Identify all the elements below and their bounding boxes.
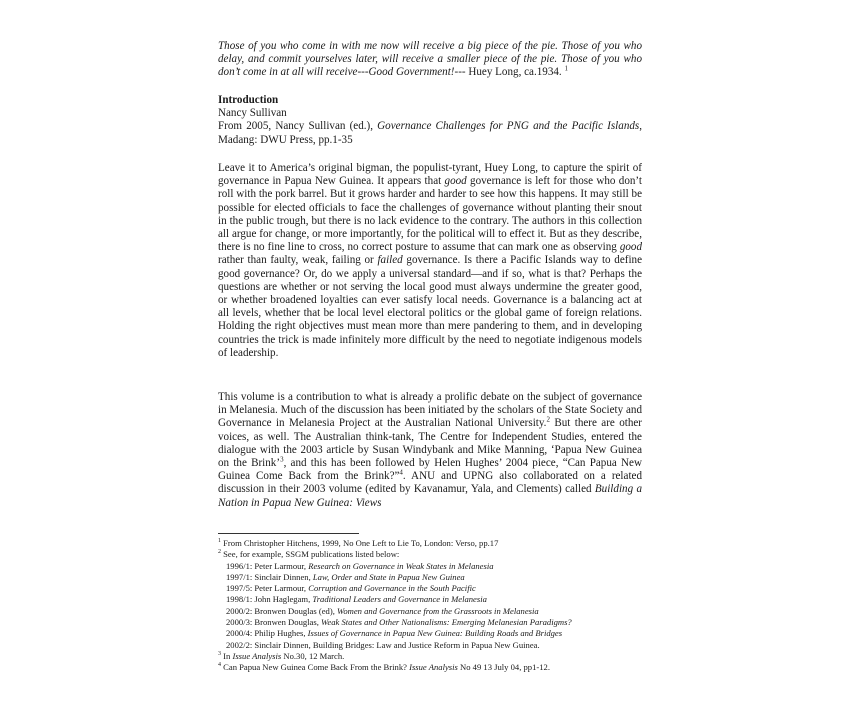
p1-text: Leave it to America’s original bigman, the populist-tyrant, Huey Long, to capture the spirit of governance in Papua New Guinea. It appears that — [218, 162, 642, 188]
footnotes — [218, 538, 648, 674]
publication-title: Corruption and Governance in the South Pacific — [308, 583, 476, 594]
footnote-ref-4[interactable]: 4 — [399, 468, 403, 477]
paragraph-2 — [218, 391, 642, 510]
footnote-text: Can Papua New Guinea Come Back From the Brink? — [223, 662, 410, 673]
source-suffix: , Madang: DWU Press, pp.1-35 — [218, 120, 643, 146]
footnote-title: Issue Analysis — [232, 650, 282, 661]
footnote-text: No 49 13 July 04, pp1-12. — [457, 662, 551, 673]
paragraph-1 — [218, 162, 642, 360]
source-prefix: From 2005, Nancy Sullivan (ed.), — [218, 120, 373, 133]
footnote-ref-2[interactable]: 2 — [546, 415, 550, 424]
publication-title: Traditional Leaders and Governance in Melanesia — [312, 594, 487, 605]
publication-list-item — [218, 561, 648, 572]
publication-author: 2000/3: Bronwen Douglas, — [226, 617, 322, 628]
footnote-1 — [218, 538, 648, 549]
footnote-ref-1[interactable]: 1 — [564, 64, 568, 73]
publication-title: Issues of Governance in Papua New Guinea: Building Roads and Bridges — [307, 628, 563, 639]
publication-list — [218, 561, 648, 651]
intro-block — [218, 94, 642, 147]
publication-title: Weak States and Other Nationalisms: Emerging Melanesian Paradigms? — [321, 617, 572, 628]
publication-author: 2002/2: Sinclair Dinnen, Building Bridges: Law and Justice Reform in Papua New Guinea. — [226, 639, 540, 650]
publication-list-item — [218, 617, 648, 628]
p2-text: , and this has been followed by Helen Hughes’ 2004 piece, “Can Papua New Guinea Come Back from the Brink?” — [218, 457, 642, 483]
footnote-mark: 3 — [218, 651, 221, 658]
epigraph — [218, 40, 642, 80]
footnote-2 — [218, 549, 648, 560]
footnote-text: No.30, 12 March. — [281, 650, 345, 661]
p1-emphasis: good — [619, 241, 642, 254]
publication-author: 2000/2: Bronwen Douglas (ed), — [226, 605, 337, 616]
p1-text: rather than faulty, weak, failing or — [218, 254, 378, 267]
footnote-ref-3[interactable]: 3 — [280, 455, 284, 464]
publication-list-item — [218, 572, 648, 583]
publication-title: Law, Order and State in Papua New Guinea — [312, 571, 465, 582]
epigraph-attribution: --- Huey Long, ca.1934. — [454, 66, 562, 79]
publication-author: 1998/1: John Haglegam, — [226, 594, 313, 605]
footnote-text: See, for example, SSGM publications listed below: — [223, 549, 400, 560]
footnote-divider — [218, 533, 359, 534]
publication-author: 1997/5: Peter Larmour, — [226, 583, 309, 594]
p2-emphasis: Building a Nation in Papua New Guinea: Views — [218, 483, 642, 509]
publication-list-item — [218, 594, 648, 605]
source-title: Governance Challenges for PNG and the Pacific Islands — [377, 120, 640, 133]
publication-list-item — [218, 583, 648, 594]
publication-list-item — [218, 606, 648, 617]
publication-list-item — [218, 628, 648, 639]
footnote-title: Issue Analysis — [409, 662, 458, 673]
p1-emphasis: failed — [377, 254, 403, 267]
publication-list-item — [218, 640, 648, 651]
publication-title: Women and Governance from the Grassroots in Melanesia — [337, 605, 539, 616]
p2-text: This volume is a contribution to what is already a prolific debate on the subject of governance in Melanesia. Much of the discussion has been initiated by the scholars of the State Society and Governance in Melanesia Project at the Australian National University. — [218, 391, 642, 430]
p1-emphasis: good — [444, 175, 467, 188]
p1-text: governance. Is there a Pacific Islands way to define good governance? Or, do we apply a universal standard—and if so, what is that? Perhaps the questions are whether or not serving the local good must always undermine the greater good, or whether broadened loyalties can ever satisfy local needs. Governance is a balancing act at all levels, whether that be local level electoral politics or the global game of foreign relations. Holding the right objectives must mean more than mere pandering to them, and in developing countries the trick is made infinitely more difficult by the need to negotiate indigenous models of leadership. — [218, 254, 642, 359]
footnote-mark: 4 — [218, 662, 221, 669]
epigraph-quote: Those of you who come in with me now will receive a big piece of the pie. Those of you who delay, and commit yourselves later, will receive a smaller piece of the pie. Those of you who don’t come in at all will receive---Good Government! — [218, 40, 642, 79]
footnote-mark: 2 — [218, 549, 221, 556]
source-citation — [218, 120, 642, 146]
footnote-3 — [218, 651, 648, 662]
p2-text: . ANU and UPNG also collaborated on a related discussion in their 2003 volume (edited by Kavanamur, Yala, and Clements) called — [218, 470, 642, 496]
footnote-mark: 1 — [218, 538, 221, 545]
section-heading: Introduction — [218, 94, 279, 106]
p2-text: But there are other voices, as well. The Australian think-tank, The Centre for Independent Studies, entered the dialogue with the 2003 article by Susan Windybank and Mike Manning, ‘Papua New Guinea on the Brink’ — [218, 417, 642, 470]
footnote-text: In — [223, 650, 233, 661]
publication-author: 1997/1: Sinclair Dinnen, — [226, 571, 313, 582]
publication-author: 1996/1: Peter Larmour, — [226, 560, 309, 571]
author-name: Nancy Sullivan — [218, 107, 287, 120]
publication-title: Research on Governance in Weak States in Melanesia — [308, 560, 494, 571]
footnote-text: From Christopher Hitchens, 1999, No One Left to Lie To, London: Verso, pp.17 — [223, 538, 499, 548]
publication-author: 2000/4: Philip Hughes, — [226, 628, 308, 639]
p1-text: governance is left for those who don’t roll with the pork barrel. But it grows harder and harder to see how this happens. It may still be possible for elected officials to face the challenges of governance without planting their snout in the public trough, but there is no lack evidence to the contrary. The authors in this collection all argue for change, or more importantly, for the political will to effect it. But as they describe, there is no fine line to cross, no correct posture to assume that can mark one as observing — [218, 175, 642, 254]
footnote-4 — [218, 662, 648, 673]
